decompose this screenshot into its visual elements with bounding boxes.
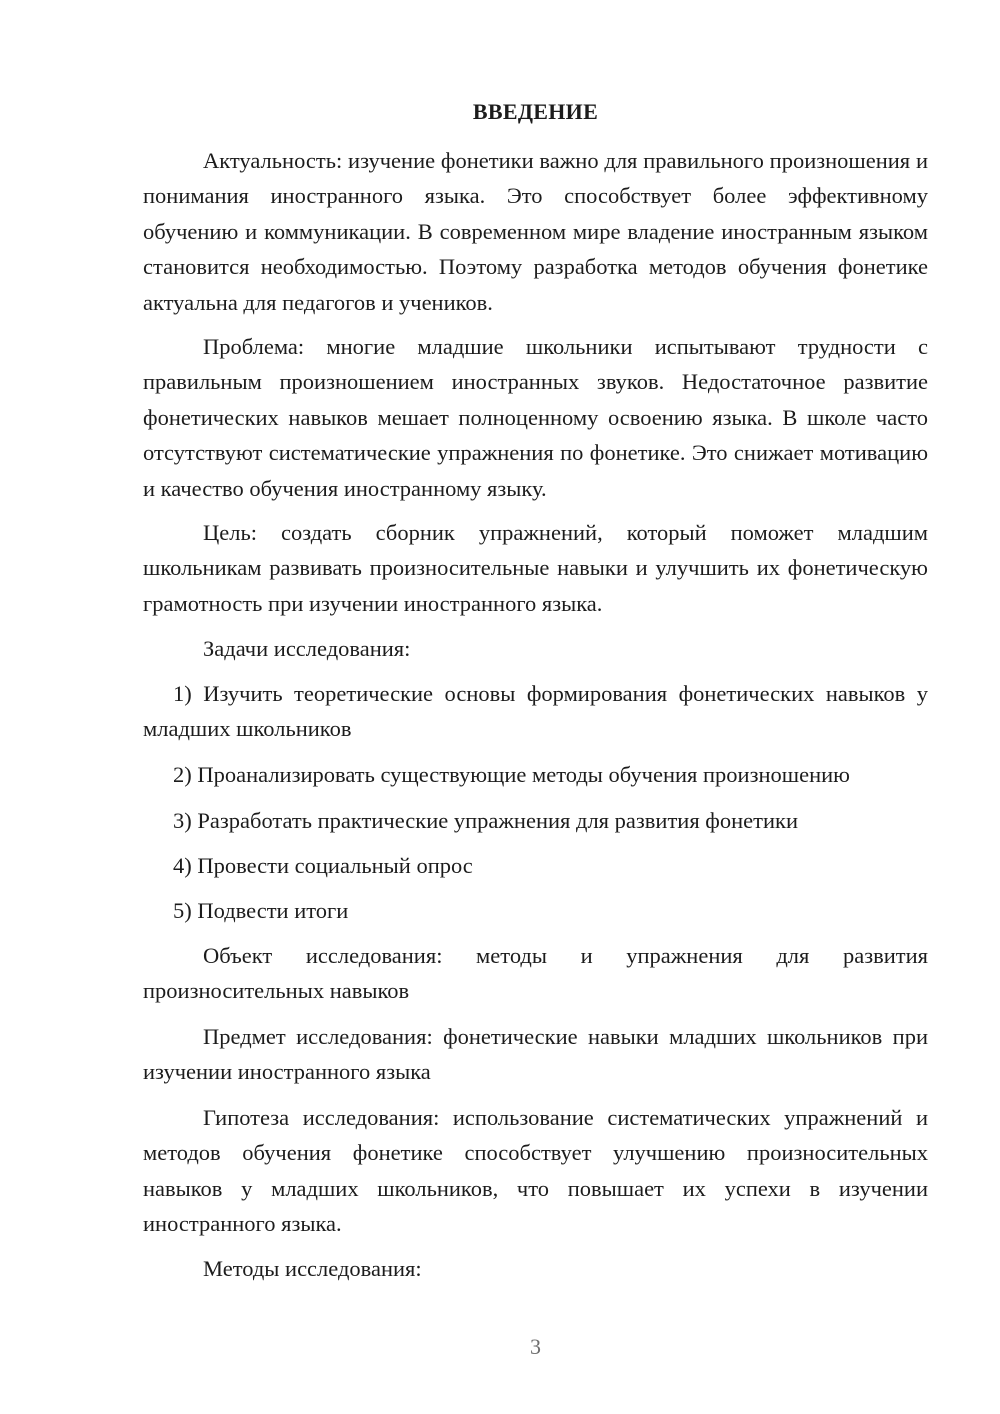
task-list-item-3: 3) Разработать практические упражнения для развития фонетики — [173, 808, 798, 833]
relevance-paragraph: Актуальность: изучение фонетики важно для правильного произношения и понимания иностранного языка. Это способствует более эффективному обучению и коммуникации. В современном мире владение иностранным языком становится необходимостью. Поэтому разработка методов обучения фонетике актуальна для педагогов и учеников. — [143, 148, 928, 315]
task-list-item-2: 2) Проанализировать существующие методы обучения произношению — [173, 762, 850, 787]
tasks-heading: Задачи исследования: — [203, 636, 411, 661]
goal-paragraph: Цель: создать сборник упражнений, который поможет младшим школьникам развивать произносительные навыки и улучшить их фонетическую грамотность при изучении иностранного языка. — [143, 520, 928, 616]
task-list-item-4: 4) Провести социальный опрос — [173, 853, 473, 878]
task-list-item-1: 1) Изучить теоретические основы формирования фонетических навыков у младших школьников — [143, 681, 928, 742]
page-number: 3 — [530, 1334, 541, 1359]
hypothesis-paragraph: Гипотеза исследования: использование систематических упражнений и методов обучения фонетике способствует улучшению произносительных навыков у младших школьников, что повышает их успехи в изучении иностранного языка. — [143, 1105, 928, 1237]
task-list-item-5: 5) Подвести итоги — [173, 898, 349, 923]
problem-paragraph: Проблема: многие младшие школьники испытывают трудности с правильным произношением иностранных звуков. Недостаточное развитие фонетических навыков мешает полноценному освоению языка. В школе часто отсутствуют систематические упражнения по фонетике. Это снижает мотивацию и качество обучения иностранному языку. — [143, 334, 928, 501]
methods-heading: Методы исследования: — [203, 1256, 422, 1281]
subject-paragraph: Предмет исследования: фонетические навыки младших школьников при изучении иностранного языка — [143, 1024, 928, 1085]
section-heading: ВВЕДЕНИЕ — [472, 99, 599, 124]
object-paragraph: Объект исследования: методы и упражнения для развития произносительных навыков — [143, 943, 928, 1004]
